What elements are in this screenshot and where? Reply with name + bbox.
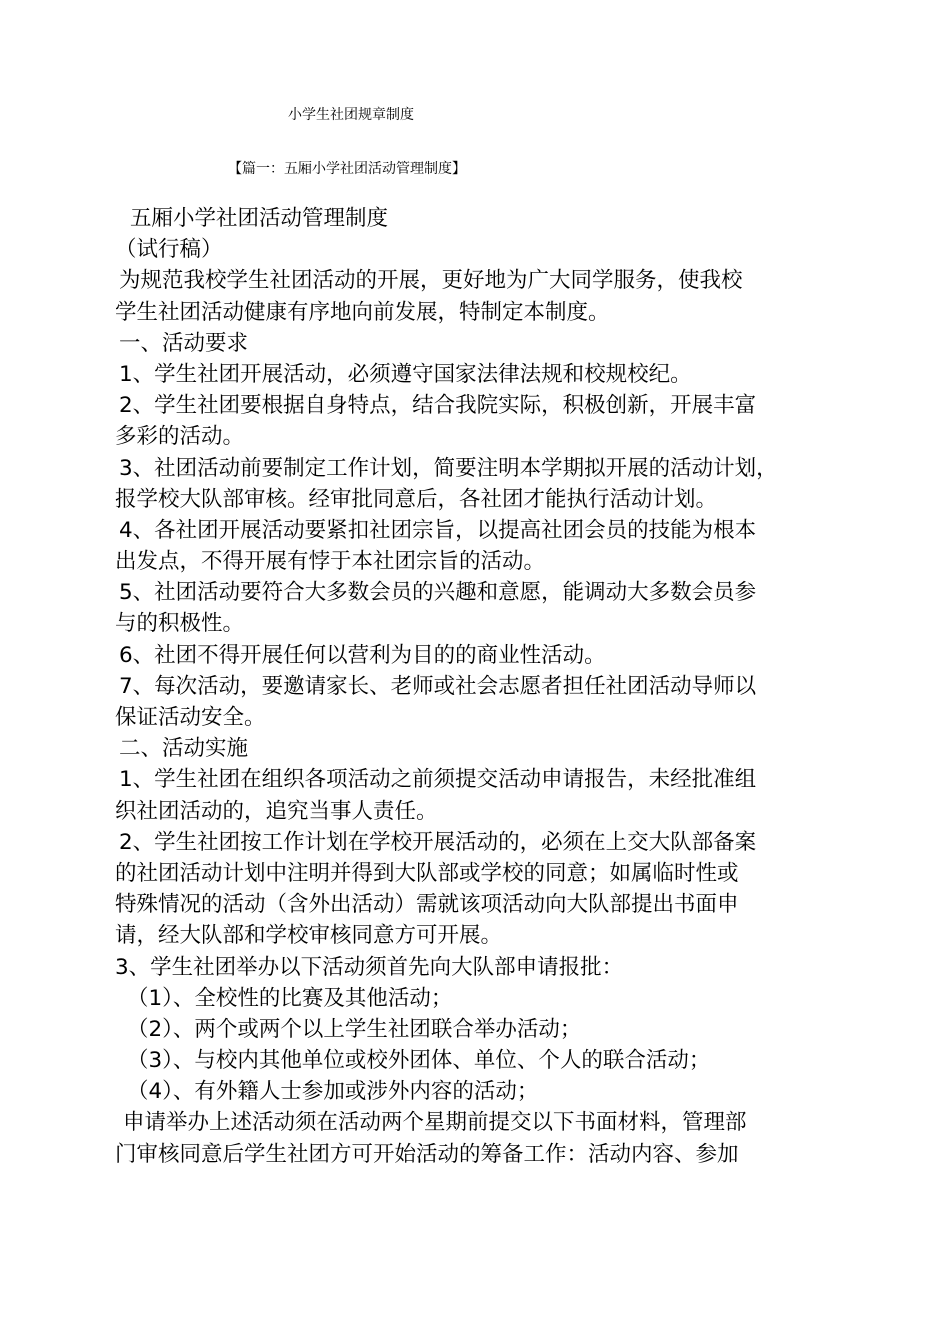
list-item: 7、每次活动，要邀请家长、老师或社会志愿者担任社团活动导师以	[119, 673, 757, 699]
list-item: 1、学生社团在组织各项活动之前须提交活动申请报告，未经批准组	[119, 767, 757, 793]
document-body	[115, 203, 840, 1170]
list-item: 4、各社团开展活动要紧扣社团宗旨，以提高社团会员的技能为根本	[119, 517, 757, 543]
sub-list-item: （4）、有外籍人士参加或涉外内容的活动；	[127, 1079, 539, 1105]
paragraph-line: 门审核同意后学生社团方可开始活动的筹备工作：活动内容、参加	[115, 1141, 739, 1167]
section-heading-implementation: 二、活动实施	[119, 736, 249, 762]
list-item: 3、学生社团举办以下活动须首先向大队部申请报批：	[115, 954, 624, 980]
section-heading: 【篇一：五厢小学社团活动管理制度】	[228, 161, 466, 177]
sub-list-item: （1）、全校性的比赛及其他活动；	[127, 985, 453, 1011]
sub-list-item: （3）、与校内其他单位或校外团体、单位、个人的联合活动；	[127, 1048, 711, 1074]
list-item: 6、社团不得开展任何以营利为目的的商业性活动。	[119, 642, 606, 668]
section-heading-requirements: 一、活动要求	[119, 330, 249, 356]
list-item-continued: 织社团活动的，追究当事人责任。	[115, 798, 438, 824]
list-item-continued: 请，经大队部和学校审核同意方可开展。	[115, 923, 503, 949]
document-subtitle: （试行稿）	[115, 237, 223, 263]
list-item: 2、学生社团要根据自身特点，结合我院实际，积极创新，开展丰富	[119, 393, 757, 419]
list-item: 2、学生社团按工作计划在学校开展活动的，必须在上交大队部备案	[119, 829, 757, 855]
paragraph-line: 为规范我校学生社团活动的开展，更好地为广大同学服务，使我校	[119, 268, 743, 294]
paragraph-line: 学生社团活动健康有序地向前发展，特制定本制度。	[115, 299, 610, 325]
list-item: 5、社团活动要符合大多数会员的兴趣和意愿，能调动大多数会员参	[119, 580, 757, 606]
list-item: 1、学生社团开展活动，必须遵守国家法律法规和校规校纪。	[119, 361, 692, 387]
list-item-continued: 报学校大队部审核。经审批同意后，各社团才能执行活动计划。	[115, 486, 718, 512]
list-item-continued: 的社团活动计划中注明并得到大队部或学校的同意；如属临时性或	[115, 860, 739, 886]
list-item-continued: 多彩的活动。	[115, 424, 245, 450]
document-header-title: 小学生社团规章制度	[288, 107, 414, 123]
list-item-continued: 出发点，不得开展有悖于本社团宗旨的活动。	[115, 549, 546, 575]
document-title: 五厢小学社团活动管理制度	[130, 206, 389, 231]
sub-list-item: （2）、两个或两个以上学生社团联合举办活动；	[127, 1016, 582, 1042]
list-item-continued: 保证活动安全。	[115, 705, 266, 730]
list-item-continued: 与的积极性。	[115, 611, 245, 637]
paragraph-line: 申请举办上述活动须在活动两个星期前提交以下书面材料，管理部	[123, 1110, 747, 1136]
list-item-continued: 特殊情况的活动（含外出活动）需就该项活动向大队部提出书面申	[115, 892, 739, 918]
list-item: 3、社团活动前要制定工作计划，简要注明本学期拟开展的活动计划，	[119, 455, 778, 481]
